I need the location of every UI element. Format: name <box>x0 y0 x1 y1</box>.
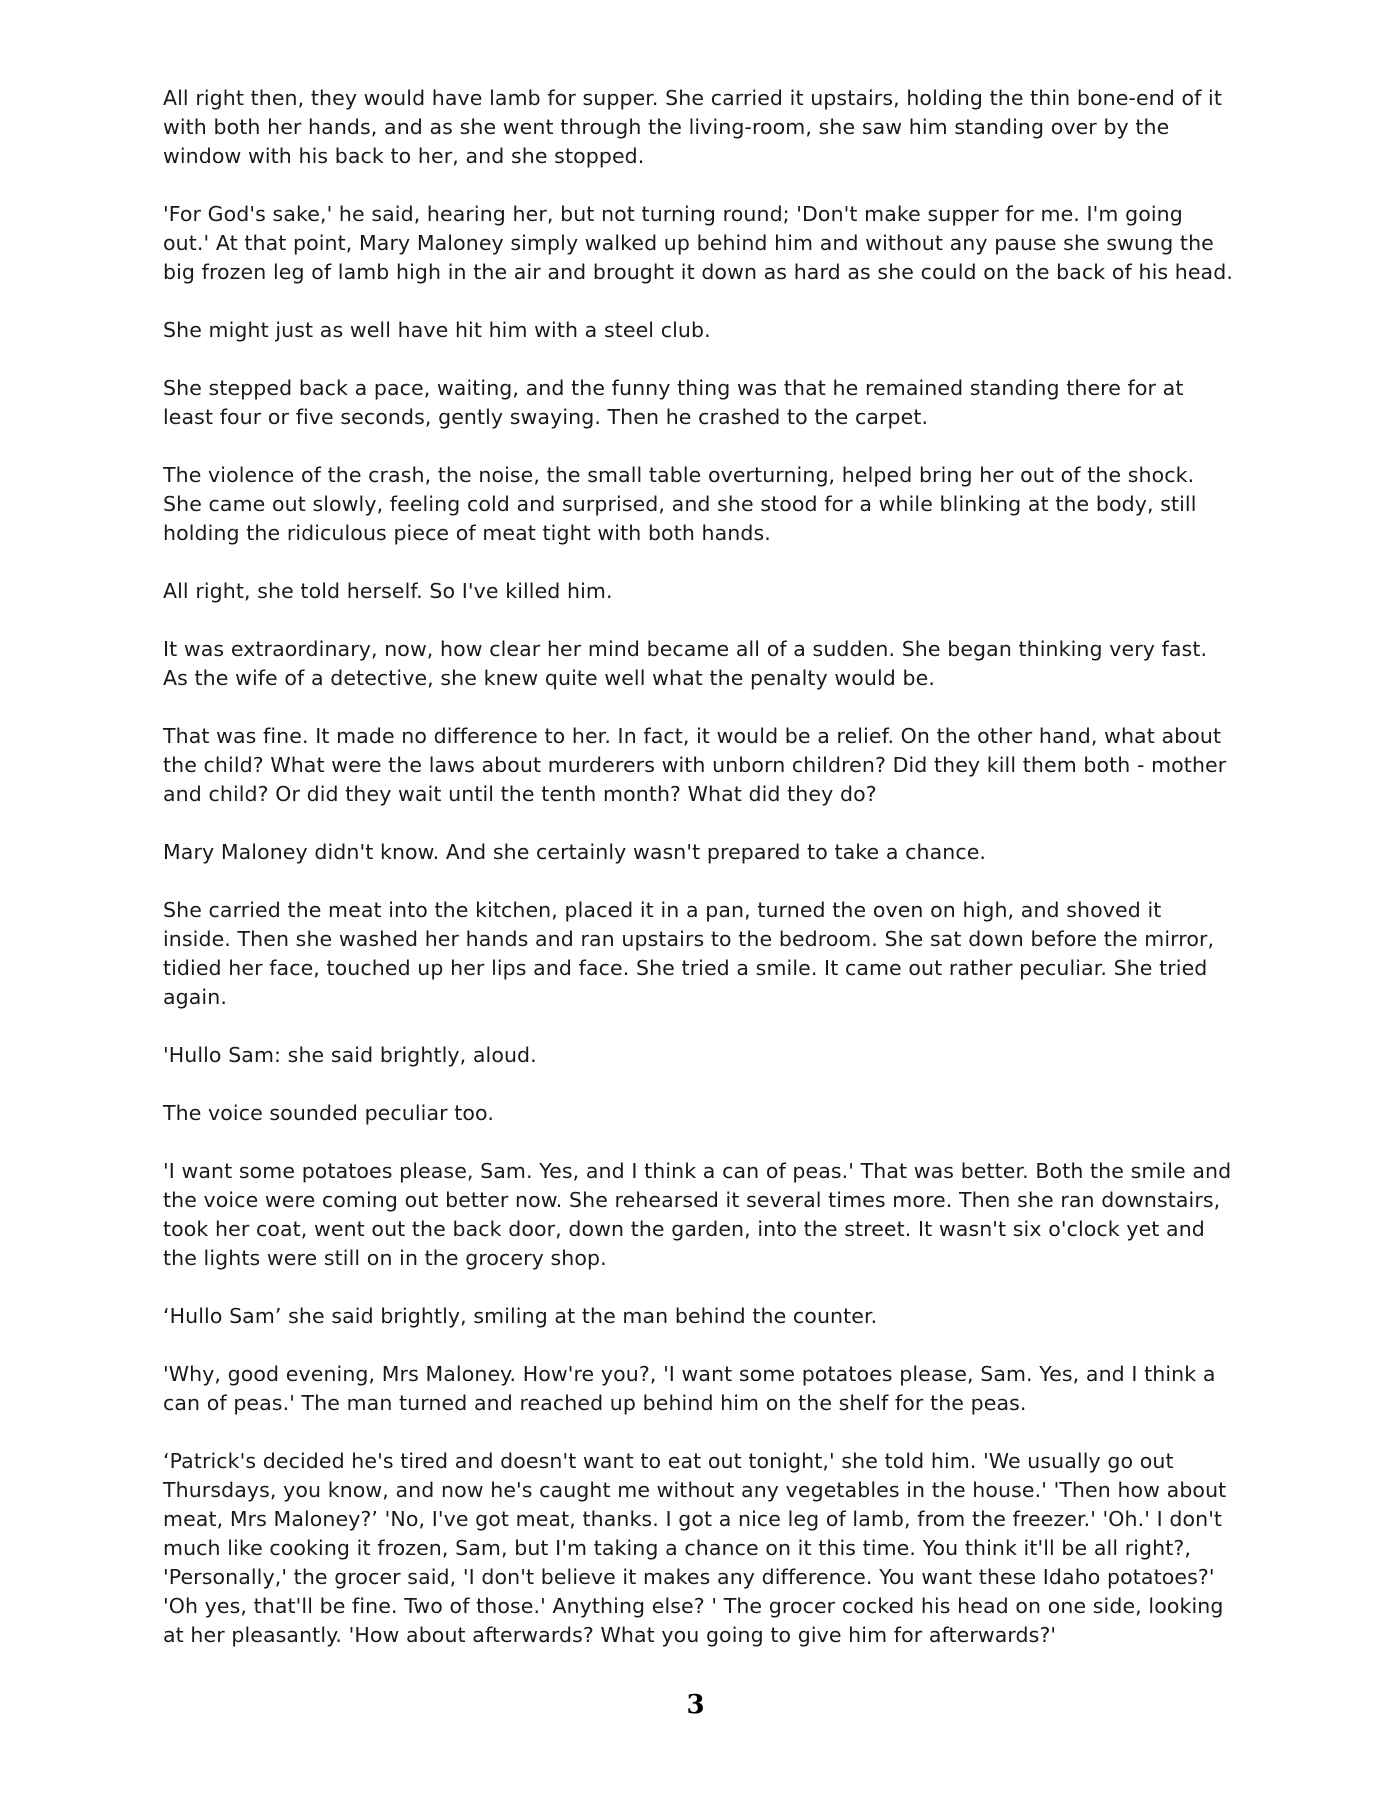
paragraph: 'I want some potatoes please, Sam. Yes, and I think a can of peas.' That was better. Both the smile and the voice were coming out better now. She rehearsed it several times more. Then she ran downstairs, took her coat, went out the back door, down the garden, into the street. It wasn't six o'clock yet and the lights were still on in the grocery shop. <box>163 1159 1232 1270</box>
page-number: 3 <box>686 1690 705 1720</box>
paragraph: That was fine. It made no difference to her. In fact, it would be a relief. On the other hand, what about the child? What were the laws about murderers with unborn children? Did they kill them both - mother and child? Or did they wait until the tenth month? What did they do? <box>163 724 1227 806</box>
paragraph: All right then, they would have lamb for supper. She carried it upstairs, holding the thin bone-end of it with both her hands, and as she went through the living-room, she saw him standing over by the window with his back to her, and she stopped. <box>163 86 1222 168</box>
paragraph: She carried the meat into the kitchen, placed it in a pan, turned the oven on high, and shoved it inside. Then she washed her hands and ran upstairs to the bedroom. She sat down before the mirror, tidied her face, touched up her lips and face. She tried a smile. It came out rather peculiar. She tried again. <box>163 898 1215 1009</box>
paragraph: 'For God's sake,' he said, hearing her, but not turning round; 'Don't make supper for me. I'm going out.' At that point, Mary Maloney simply walked up behind him and without any pause she swung the big frozen leg of lamb high in the air and brought it down as hard as she could on the back of his head. <box>163 202 1233 284</box>
paragraph: ‘Hullo Sam’ she said brightly, smiling at the man behind the counter. <box>163 1304 878 1328</box>
paragraph: All right, she told herself. So I've killed him. <box>163 579 613 603</box>
document-body <box>163 84 1233 1679</box>
paragraph: ‘Patrick's decided he's tired and doesn't want to eat out tonight,' she told him. 'We usually go out Thursdays, you know, and now he's caught me without any vegetables in the house.' 'Then how about meat, Mrs Maloney?’ 'No, I've got meat, thanks. I got a nice leg of lamb, from the freezer.' 'Oh.' I don't much like cooking it frozen, Sam, but I'm taking a chance on it this time. You think it'll be all right?, 'Personally,' the grocer said, 'I don't believe it makes any difference. You want these Idaho potatoes?' 'Oh yes, that'll be fine. Two of those.' Anything else? ' The grocer cocked his head on one side, looking at her pleasantly. 'How about afterwards? What you going to give him for afterwards?' <box>163 1449 1227 1647</box>
paragraph: The voice sounded peculiar too. <box>163 1101 494 1125</box>
paragraph: She stepped back a pace, waiting, and the funny thing was that he remained standing there for at least four or five seconds, gently swaying. Then he crashed to the carpet. <box>163 376 1184 429</box>
paragraph: It was extraordinary, now, how clear her mind became all of a sudden. She began thinking very fast. As the wife of a detective, she knew quite well what the penalty would be. <box>163 637 1208 690</box>
paragraph: 'Hullo Sam: she said brightly, aloud. <box>163 1043 537 1067</box>
paragraph: She might just as well have hit him with a steel club. <box>163 318 711 342</box>
paragraph: Mary Maloney didn't know. And she certainly wasn't prepared to take a chance. <box>163 840 987 864</box>
paragraph: The violence of the crash, the noise, the small table overturning, helped bring her out of the shock. She came out slowly, feeling cold and surprised, and she stood for a while blinking at the body, still holding the ridiculous piece of meat tight with both hands. <box>163 463 1197 545</box>
paragraph: 'Why, good evening, Mrs Maloney. How're you?, 'I want some potatoes please, Sam. Yes, and I think a can of peas.' The man turned and reached up behind him on the shelf for the peas. <box>163 1362 1216 1415</box>
